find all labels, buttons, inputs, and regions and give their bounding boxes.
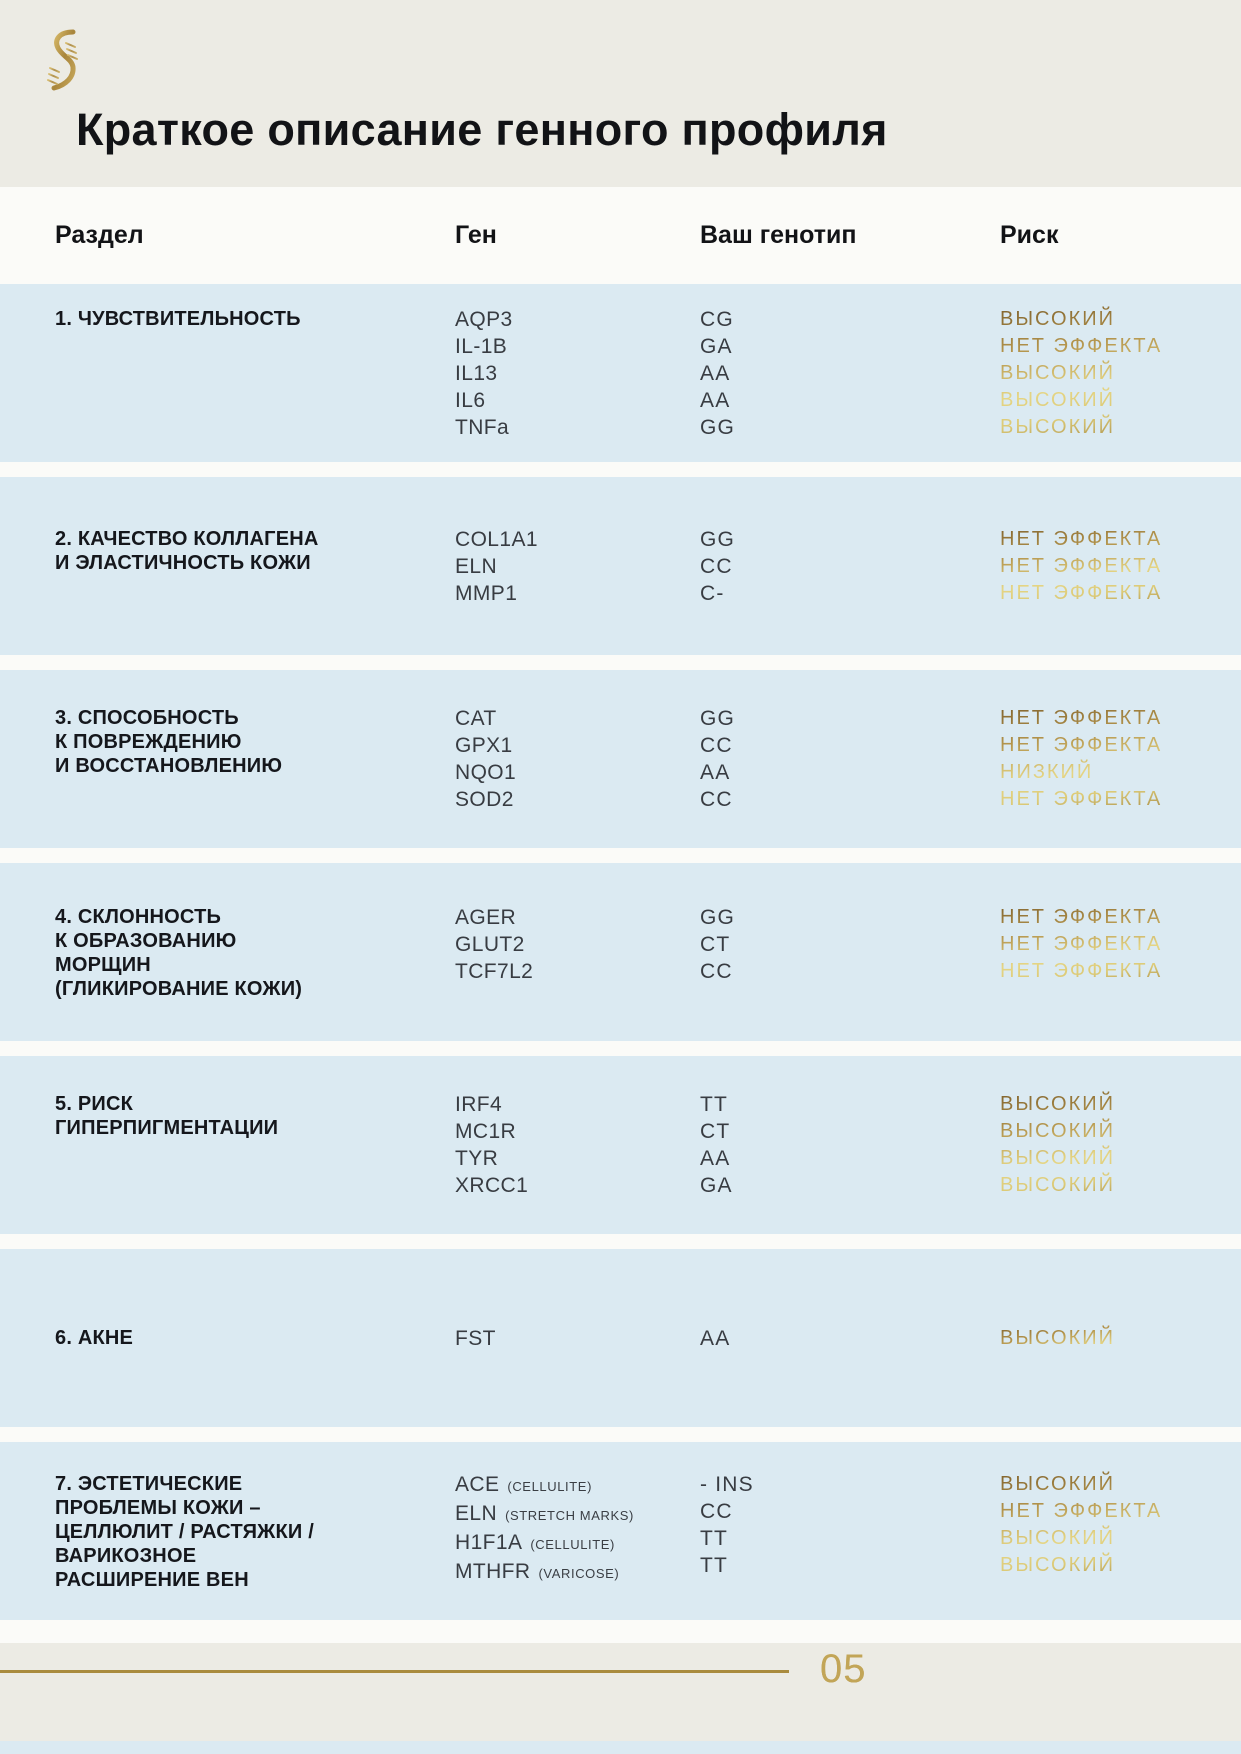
- gene-name: [455, 1118, 700, 1145]
- risk-value: НЕТ ЭФФЕКТА: [1000, 527, 1163, 550]
- gene-symbol: MTHFR: [455, 1559, 531, 1583]
- gene-name: [455, 904, 700, 931]
- genotype-column: [700, 306, 1000, 441]
- page-footer: [0, 1643, 1241, 1754]
- section-content: [0, 526, 1241, 607]
- genotype-value: TT: [700, 1093, 729, 1116]
- gene-symbol: SOD2: [455, 788, 514, 811]
- genotype-value: GG: [700, 415, 736, 439]
- risk-value: ВЫСОКИЙ: [1000, 1147, 1116, 1169]
- genotype-value: CC: [700, 959, 733, 983]
- gene-name: [455, 786, 700, 813]
- risk-value: НЕТ ЭФФЕКТА: [1000, 581, 1163, 604]
- gene-note: (CELLULITE): [530, 1536, 615, 1552]
- section-name: [55, 705, 455, 778]
- section-name: [55, 1091, 455, 1140]
- risk-value: НЕТ ЭФФЕКТА: [1000, 554, 1163, 577]
- gene-name: [455, 333, 700, 360]
- risk-value: ВЫСОКИЙ: [1000, 361, 1116, 384]
- gene-symbol: AQP3: [455, 307, 513, 331]
- section-band: [0, 670, 1241, 848]
- gene-name: [455, 1558, 700, 1587]
- section-gap: [0, 1041, 1241, 1056]
- gene-column: [455, 1471, 700, 1587]
- section-name-line: И ВОССТАНОВЛЕНИЮ: [55, 755, 283, 777]
- gene-symbol: CAT: [455, 707, 497, 730]
- risk-value: НЕТ ЭФФЕКТА: [1000, 959, 1163, 982]
- gene-symbol: GPX1: [455, 734, 513, 757]
- genotype-column: [700, 1091, 1000, 1199]
- section-name-line: 1. ЧУВСТВИТЕЛЬНОСТЬ: [55, 307, 301, 330]
- section-gap: [0, 1234, 1241, 1249]
- section-gap: [0, 655, 1241, 670]
- section-name-line: (ГЛИКИРОВАНИЕ КОЖИ): [55, 977, 303, 1000]
- gene-column: [455, 904, 700, 985]
- section-band: [0, 863, 1241, 1041]
- gene-column: [455, 1091, 700, 1199]
- genotype-value: CG: [700, 307, 734, 331]
- section-name-line: К ПОВРЕЖДЕНИЮ: [55, 731, 242, 753]
- section-name: [55, 904, 455, 1001]
- risk-value: ВЫСОКИЙ: [1000, 1093, 1116, 1115]
- gene-name: [455, 387, 700, 414]
- genotype-column: [700, 1325, 1000, 1352]
- section-name-line: 3. СПОСОБНОСТЬ: [55, 707, 239, 729]
- gene-name: [455, 759, 700, 786]
- section-name-line: МОРЩИН: [55, 953, 151, 976]
- risk-column: [1000, 1325, 1241, 1352]
- risk-value: ВЫСОКИЙ: [1000, 388, 1116, 411]
- risk-column: [1000, 1091, 1241, 1199]
- genotype-value: CC: [700, 788, 733, 811]
- risk-column: [1000, 1471, 1241, 1579]
- genotype-value: CT: [700, 932, 731, 956]
- section-name-line: РАСШИРЕНИЕ ВЕН: [55, 1568, 249, 1591]
- genotype-value: GG: [700, 707, 736, 730]
- gene-name: [455, 1145, 700, 1172]
- genotype-value: GG: [700, 527, 736, 551]
- gene-name: [455, 705, 700, 732]
- gene-name: [455, 1091, 700, 1118]
- genotype-value: AA: [700, 1147, 731, 1170]
- gene-symbol: FST: [455, 1326, 496, 1350]
- section-content: [0, 306, 1241, 441]
- genotype-value: GA: [700, 1174, 733, 1197]
- gene-name: [455, 958, 700, 985]
- column-header-risk: Риск: [1000, 221, 1059, 249]
- section-gap: [0, 848, 1241, 863]
- column-header-gene: Ген: [455, 221, 497, 249]
- gene-name: [455, 931, 700, 958]
- gene-name: [455, 414, 700, 441]
- gene-name: [455, 526, 700, 553]
- gene-name: [455, 1500, 700, 1529]
- section-name-line: ПРОБЛЕМЫ КОЖИ –: [55, 1496, 261, 1519]
- section-content: [0, 1091, 1241, 1199]
- genotype-column: [700, 526, 1000, 607]
- section-name-line: 2. КАЧЕСТВО КОЛЛАГЕНА: [55, 527, 319, 550]
- section-name-line: 5. РИСК: [55, 1093, 134, 1115]
- risk-column: [1000, 306, 1241, 441]
- genotype-value: GG: [700, 905, 736, 929]
- gene-name: [455, 580, 700, 607]
- section-name: [55, 1325, 455, 1350]
- risk-column: [1000, 904, 1241, 985]
- gene-name: [455, 306, 700, 333]
- gene-column: [455, 1325, 700, 1352]
- section-name-line: 6. АКНЕ: [55, 1326, 134, 1349]
- section-band: [0, 1249, 1241, 1427]
- gene-name: [455, 553, 700, 580]
- gene-symbol: IL13: [455, 361, 498, 385]
- genotype-column: [700, 705, 1000, 813]
- gene-name: [455, 1471, 700, 1500]
- bottom-blue-strip: [0, 1741, 1241, 1754]
- section-name-line: И ЭЛАСТИЧНОСТЬ КОЖИ: [55, 551, 311, 574]
- section-content: [0, 904, 1241, 1001]
- footer-rule: [0, 1670, 789, 1673]
- section-band: [0, 477, 1241, 655]
- gene-symbol: TYR: [455, 1147, 499, 1170]
- risk-value: НЕТ ЭФФЕКТА: [1000, 788, 1163, 810]
- gene-note: (CELLULITE): [507, 1478, 593, 1494]
- genotype-value: CT: [700, 1120, 731, 1143]
- section-gap: [0, 1427, 1241, 1442]
- gene-column: [455, 705, 700, 813]
- genotype-value: TT: [700, 1526, 729, 1550]
- genotype-value: C-: [700, 581, 725, 605]
- gene-symbol: ELN: [455, 554, 498, 578]
- section-name: [55, 526, 455, 575]
- genotype-value: AA: [700, 388, 731, 412]
- section-band: [0, 284, 1241, 462]
- gene-note: (STRETCH MARKS): [505, 1507, 634, 1523]
- genotype-value: AA: [700, 761, 731, 784]
- gene-symbol: ACE: [455, 1472, 500, 1496]
- page-title: Краткое описание генного профиля: [76, 104, 888, 155]
- section-name-line: ЦЕЛЛЮЛИТ / РАСТЯЖКИ /: [55, 1520, 314, 1543]
- gene-symbol: AGER: [455, 905, 517, 929]
- column-header-section: Раздел: [55, 221, 144, 249]
- section-content: [0, 705, 1241, 813]
- risk-value: НЕТ ЭФФЕКТА: [1000, 334, 1163, 357]
- risk-value: ВЫСОКИЙ: [1000, 415, 1116, 438]
- section-content: [0, 1471, 1241, 1592]
- gene-symbol: GLUT2: [455, 932, 525, 956]
- gene-symbol: IRF4: [455, 1093, 503, 1116]
- gene-symbol: ELN: [455, 1501, 498, 1525]
- dna-helix-icon: [42, 28, 86, 92]
- gene-name: [455, 1172, 700, 1199]
- gene-name: [455, 1325, 700, 1352]
- gene-symbol: NQO1: [455, 761, 517, 784]
- genotype-value: CC: [700, 734, 733, 757]
- risk-value: ВЫСОКИЙ: [1000, 1472, 1116, 1495]
- gene-symbol: IL6: [455, 388, 486, 412]
- gene-name: [455, 1529, 700, 1558]
- risk-column: [1000, 705, 1241, 813]
- genotype-value: TT: [700, 1553, 729, 1577]
- risk-value: ВЫСОКИЙ: [1000, 1553, 1116, 1576]
- risk-value: ВЫСОКИЙ: [1000, 1174, 1116, 1196]
- gene-name: [455, 360, 700, 387]
- page-number: 05: [820, 1647, 867, 1691]
- section-name: [55, 1471, 455, 1592]
- section-name-line: ГИПЕРПИГМЕНТАЦИИ: [55, 1117, 279, 1139]
- section-band: [0, 1056, 1241, 1234]
- gene-name: [455, 732, 700, 759]
- risk-value: ВЫСОКИЙ: [1000, 1326, 1116, 1349]
- gene-symbol: MMP1: [455, 581, 518, 605]
- risk-value: ВЫСОКИЙ: [1000, 307, 1116, 330]
- gene-column: [455, 526, 700, 607]
- genotype-value: AA: [700, 1326, 731, 1350]
- risk-value: НИЗКИЙ: [1000, 761, 1094, 783]
- gene-symbol: MC1R: [455, 1120, 517, 1143]
- section-name-line: 7. ЭСТЕТИЧЕСКИЕ: [55, 1472, 243, 1495]
- risk-value: НЕТ ЭФФЕКТА: [1000, 707, 1163, 729]
- genotype-value: CC: [700, 1499, 733, 1523]
- genotype-column: [700, 1471, 1000, 1579]
- gene-symbol: H1F1A: [455, 1530, 523, 1554]
- footer-white-band: [0, 1620, 1241, 1643]
- gene-column: [455, 306, 700, 441]
- section-name-line: 4. СКЛОННОСТЬ: [55, 905, 222, 928]
- sections-container: [0, 284, 1241, 1620]
- page-header: [0, 0, 1241, 187]
- genotype-value: AA: [700, 361, 731, 385]
- table-header-row: [0, 187, 1241, 284]
- gene-note: (VARICOSE): [538, 1565, 620, 1581]
- gene-symbol: COL1A1: [455, 527, 538, 551]
- gene-symbol: TNFa: [455, 415, 510, 439]
- genotype-column: [700, 904, 1000, 985]
- section-name: [55, 306, 455, 331]
- risk-value: НЕТ ЭФФЕКТА: [1000, 905, 1163, 928]
- section-name-line: ВАРИКОЗНОЕ: [55, 1544, 197, 1567]
- genotype-value: CC: [700, 554, 733, 578]
- risk-value: НЕТ ЭФФЕКТА: [1000, 1499, 1163, 1522]
- risk-value: ВЫСОКИЙ: [1000, 1120, 1116, 1142]
- gene-symbol: XRCC1: [455, 1174, 529, 1197]
- genotype-value: - INS: [700, 1472, 754, 1496]
- risk-value: ВЫСОКИЙ: [1000, 1526, 1116, 1549]
- risk-column: [1000, 526, 1241, 607]
- gene-symbol: TCF7L2: [455, 959, 534, 983]
- risk-value: НЕТ ЭФФЕКТА: [1000, 932, 1163, 955]
- genotype-value: GA: [700, 334, 733, 358]
- risk-value: НЕТ ЭФФЕКТА: [1000, 734, 1163, 756]
- section-gap: [0, 462, 1241, 477]
- column-header-genotype: Ваш генотип: [700, 221, 857, 249]
- gene-symbol: IL-1B: [455, 334, 508, 358]
- section-name-line: К ОБРАЗОВАНИЮ: [55, 929, 237, 952]
- section-content: [0, 1325, 1241, 1352]
- section-band: [0, 1442, 1241, 1620]
